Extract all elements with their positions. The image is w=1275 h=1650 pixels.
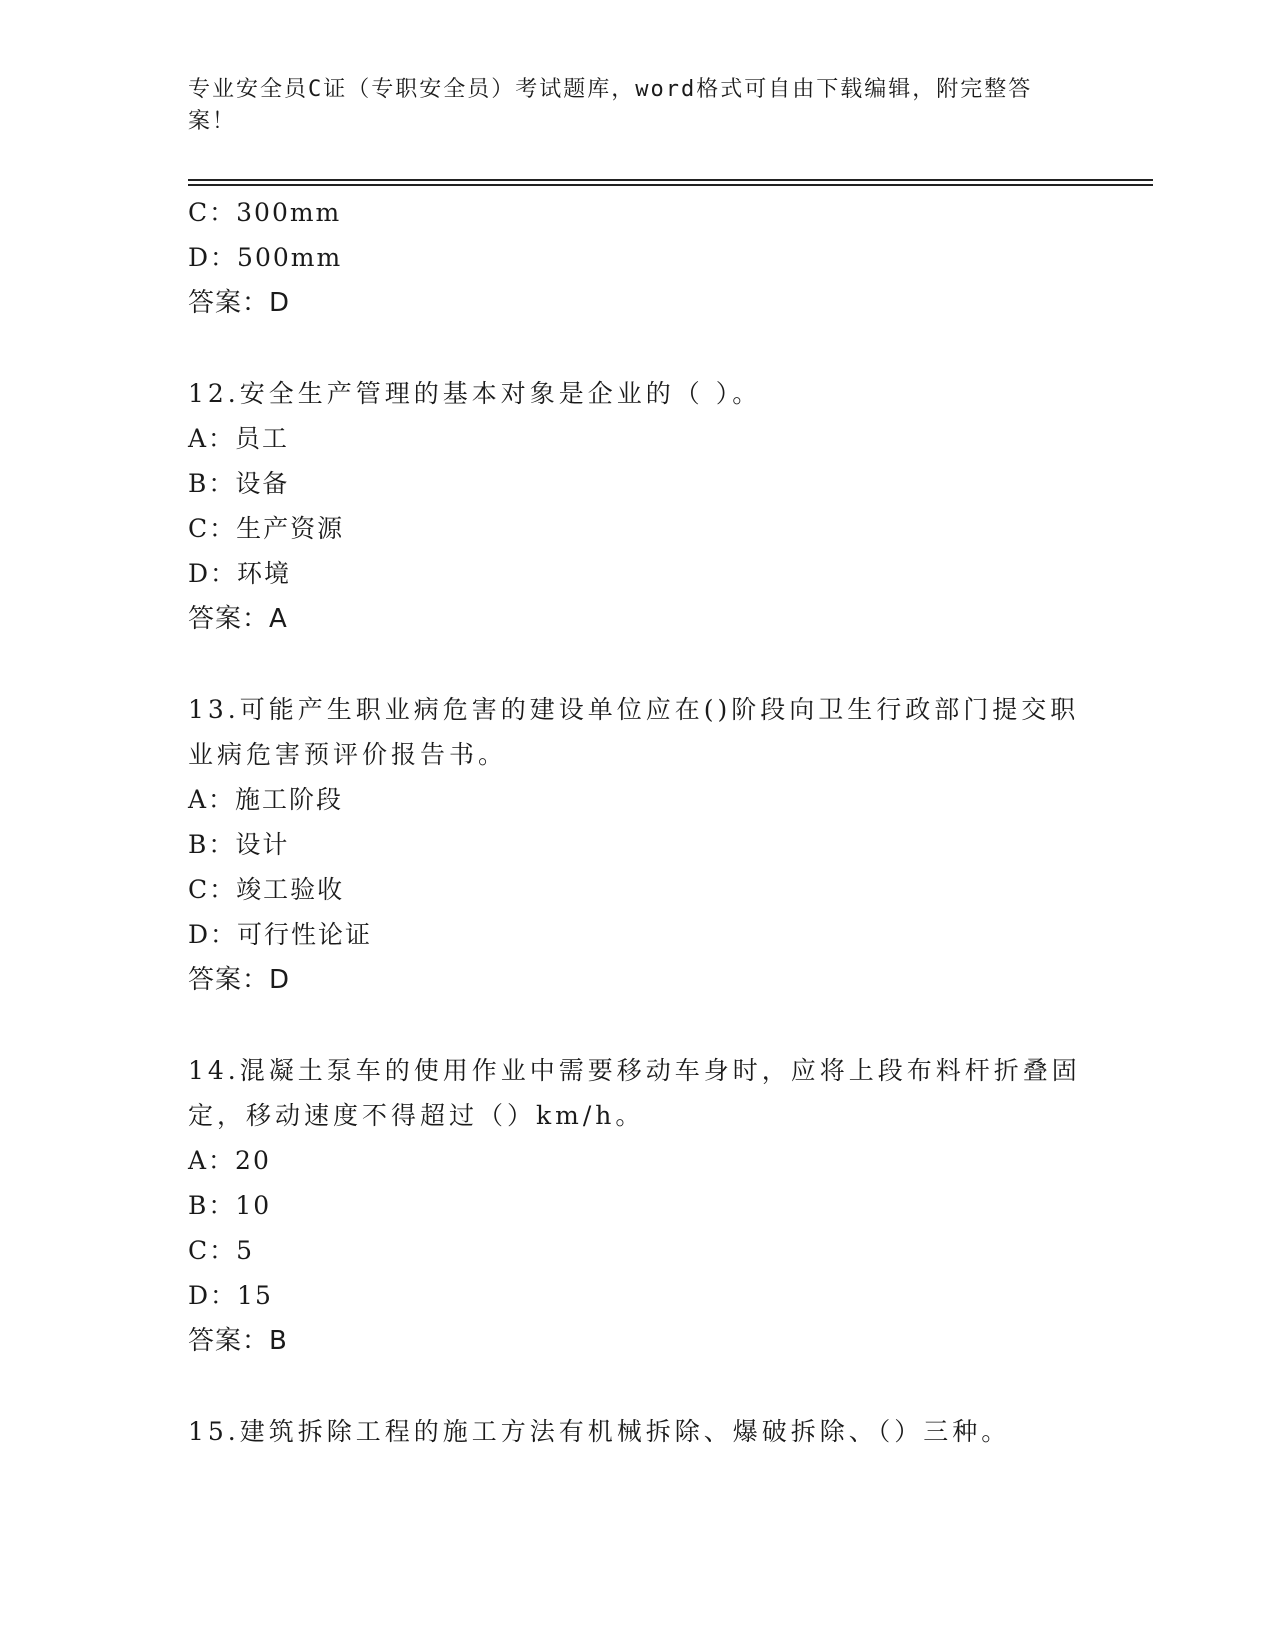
answer-line: 答案：B (188, 1326, 288, 1356)
answer-line: 答案：D (188, 288, 291, 318)
option-c: C：300mm (188, 198, 342, 227)
spacer (188, 1364, 1088, 1409)
header-divider-top (188, 179, 1153, 181)
question-14 (188, 1048, 1088, 1364)
option-b: B：设备 (188, 469, 290, 498)
option-c: C：生产资源 (188, 514, 345, 543)
option-c: C：竣工验收 (188, 875, 345, 904)
question-12 (188, 371, 1088, 642)
question-stem: 13.可能产生职业病危害的建设单位应在()阶段向卫生行政部门提交职业病危害预评价报告书。 (188, 695, 1080, 769)
document-body (188, 190, 1088, 1454)
document-header: 专业安全员C证（专职安全员）考试题库，word格式可自由下载编辑，附完整答案！ (188, 77, 1033, 134)
answer-line: 答案：D (188, 965, 291, 995)
option-a: A：员工 (188, 424, 290, 453)
option-c: C：5 (188, 1236, 255, 1265)
option-a: A：施工阶段 (188, 785, 344, 814)
question-stem: 12.安全生产管理的基本对象是企业的（ ）。 (188, 379, 762, 408)
previous-question-tail (188, 190, 1088, 326)
answer-line: 答案：A (188, 604, 288, 634)
question-stem: 15.建筑拆除工程的施工方法有机械拆除、爆破拆除、（）三种。 (188, 1417, 1011, 1446)
question-13 (188, 687, 1088, 1003)
option-d: D：500mm (188, 243, 343, 272)
question-15 (188, 1409, 1088, 1454)
option-b: B：设计 (188, 830, 290, 859)
option-d: D：15 (188, 1281, 273, 1310)
spacer (188, 642, 1088, 687)
option-a: A：20 (188, 1146, 271, 1175)
question-stem: 14.混凝土泵车的使用作业中需要移动车身时，应将上段布料杆折叠固定，移动速度不得超过（）km/h。 (188, 1056, 1081, 1130)
spacer (188, 1003, 1088, 1048)
spacer (188, 326, 1088, 371)
header-divider-bottom (188, 184, 1153, 186)
option-d: D：环境 (188, 559, 292, 588)
option-d: D：可行性论证 (188, 920, 373, 949)
option-b: B：10 (188, 1191, 272, 1220)
